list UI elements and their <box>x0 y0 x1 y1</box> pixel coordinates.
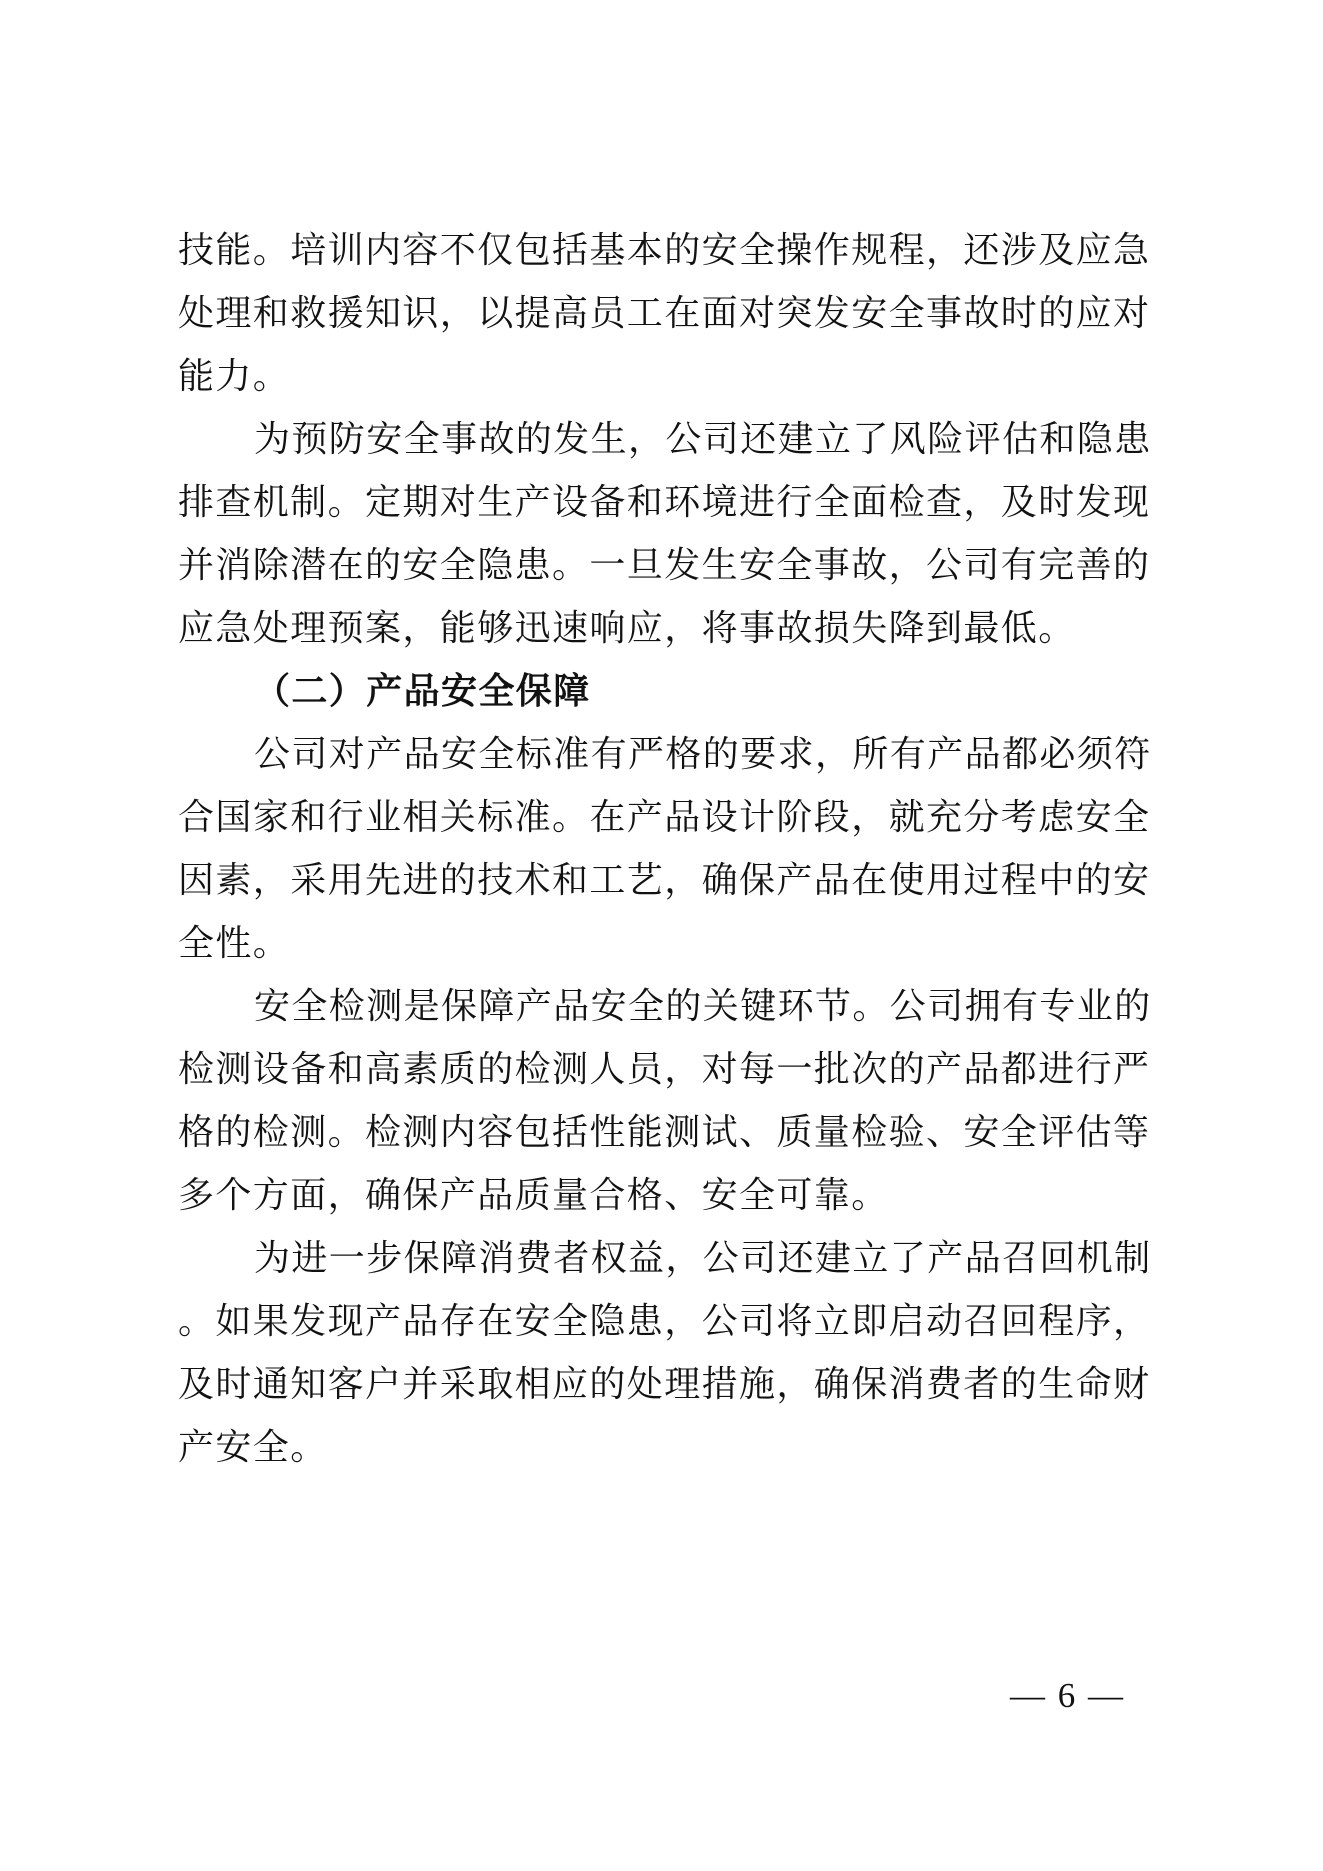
text-line: 处理和救援知识，以提高员工在面对突发安全事故时的应对 <box>178 293 1151 333</box>
text-line: 合国家和行业相关标准。在产品设计阶段，就充分考虑安全 <box>178 797 1151 837</box>
text-line: 安全检测是保障产品安全的关键环节。公司拥有专业的 <box>254 986 1152 1026</box>
text-line: 多个方面，确保产品质量合格、安全可靠。 <box>178 1175 889 1215</box>
text-line: 并消除潜在的安全隐患。一旦发生安全事故，公司有完善的 <box>178 545 1151 585</box>
text-line: 全性。 <box>178 923 291 963</box>
text-line: 能力。 <box>178 356 291 396</box>
text-line: 技能。培训内容不仅包括基本的安全操作规程，还涉及应急 <box>178 230 1151 270</box>
page-number: — 6 — <box>1010 1676 1125 1715</box>
document-body <box>178 219 1178 1479</box>
text-line: 为预防安全事故的发生，公司还建立了风险评估和隐患 <box>254 419 1152 459</box>
text-line: 产安全。 <box>178 1427 328 1467</box>
text-line: 检测设备和高素质的检测人员，对每一批次的产品都进行严 <box>178 1049 1151 1089</box>
text-line: 因素，采用先进的技术和工艺，确保产品在使用过程中的安 <box>178 860 1151 900</box>
text-line: 格的检测。检测内容包括性能测试、质量检验、安全评估等 <box>178 1112 1151 1152</box>
text-line: 公司对产品安全标准有严格的要求，所有产品都必须符 <box>254 734 1152 774</box>
text-line: 应急处理预案，能够迅速响应，将事故损失降到最低。 <box>178 608 1076 648</box>
text-line: 。如果发现产品存在安全隐患，公司将立即启动召回程序， <box>178 1301 1151 1341</box>
text-line: 为进一步保障消费者权益，公司还建立了产品召回机制 <box>254 1238 1152 1278</box>
section-heading: （二）产品安全保障 <box>254 671 591 711</box>
text-line: 及时通知客户并采取相应的处理措施，确保消费者的生命财 <box>178 1364 1151 1404</box>
text-line: 排查机制。定期对生产设备和环境进行全面检查，及时发现 <box>178 482 1151 522</box>
